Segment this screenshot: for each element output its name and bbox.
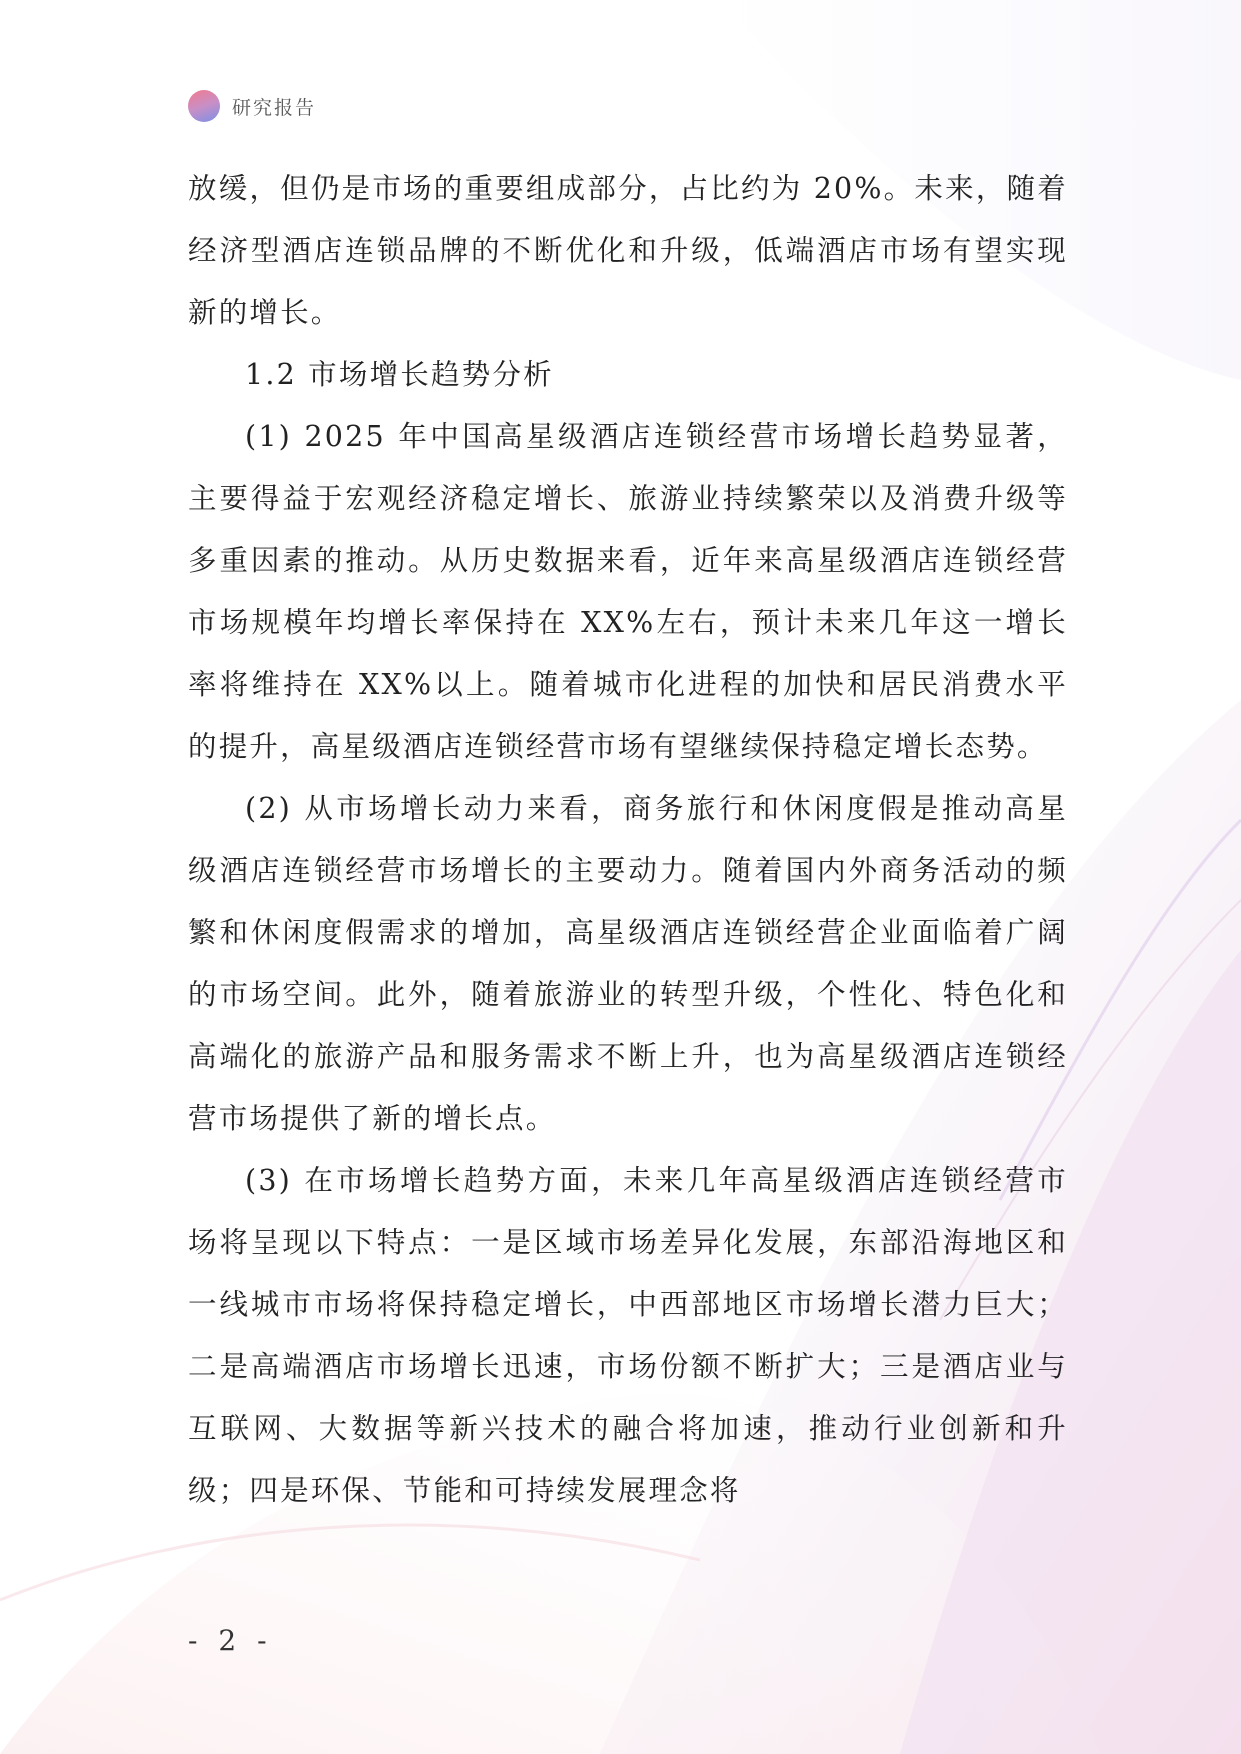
page-number: - 2 -	[188, 1624, 273, 1657]
paragraph-continued: 放缓，但仍是市场的重要组成部分，占比约为 20%。未来，随着经济型酒店连锁品牌的不断优化和升级，低端酒店市场有望实现新的增长。	[188, 172, 1068, 329]
header-title: 研究报告	[232, 96, 317, 119]
paragraph-2: (2) 从市场增长动力来看，商务旅行和休闲度假是推动高星级酒店连锁经营市场增长的主要动力。随着国内外商务活动的频繁和休闲度假需求的增加，高星级酒店连锁经营企业面临着广阔的市场空间。此外，随着旅游业的转型升级，个性化、特色化和高端化的旅游产品和服务需求不断上升，也为高星级酒店连锁经营市场提供了新的增长点。	[188, 792, 1068, 1135]
logo-circle-icon	[188, 90, 220, 122]
paragraph-3: (3) 在市场增长趋势方面，未来几年高星级酒店连锁经营市场将呈现以下特点：一是区域市场差异化发展，东部沿海地区和一线城市市场将保持稳定增长，中西部地区市场增长潜力巨大；二是高端酒店市场增长迅速，市场份额不断扩大；三是酒店业与互联网、大数据等新兴技术的融合将加速，推动行业创新和升级；四是环保、节能和可持续发展理念将	[188, 1164, 1068, 1507]
report-header	[188, 89, 316, 123]
document-body	[188, 158, 1068, 1522]
paragraph-1: (1) 2025 年中国高星级酒店连锁经营市场增长趋势显著，主要得益于宏观经济稳定增长、旅游业持续繁荣以及消费升级等多重因素的推动。从历史数据来看，近年来高星级酒店连锁经营市场规模年均增长率保持在 XX%左右，预计未来几年这一增长率将维持在 XX%以上。随着城市化进程的加快和居民消费水平的提升，高星级酒店连锁经营市场有望继续保持稳定增长态势。	[188, 420, 1068, 763]
section-heading: 1.2 市场增长趋势分析	[245, 358, 554, 391]
